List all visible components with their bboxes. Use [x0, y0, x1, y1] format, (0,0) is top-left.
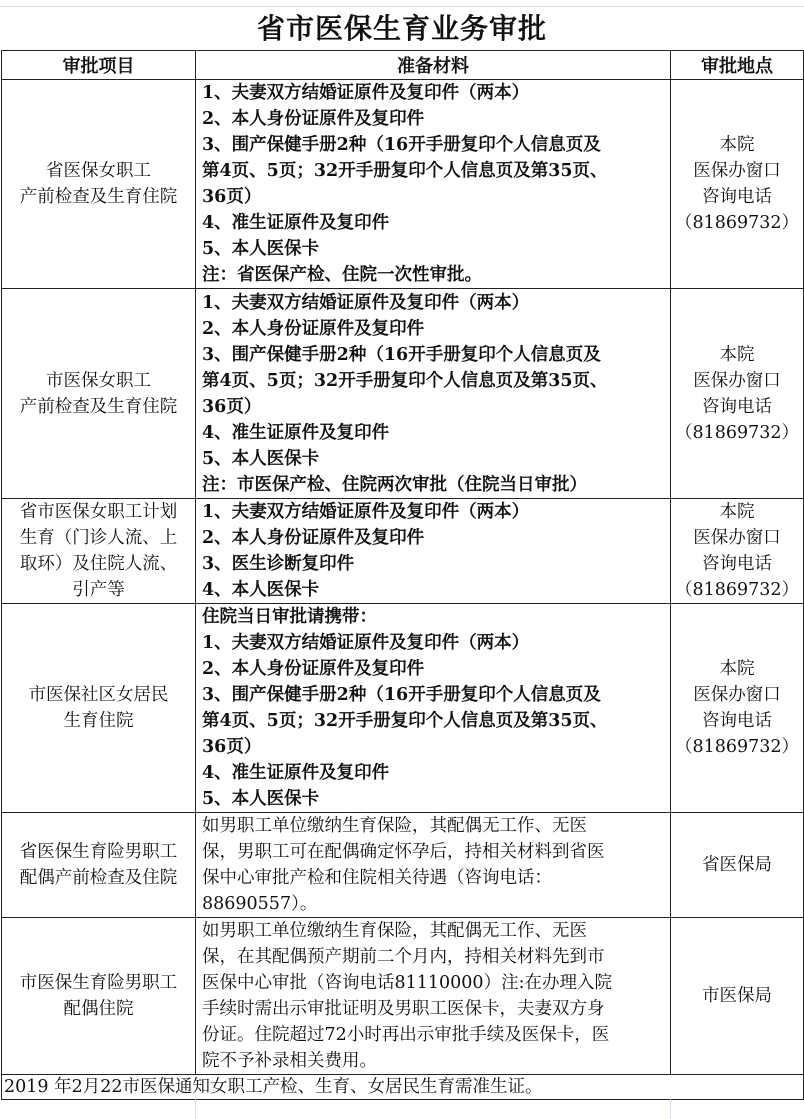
materials-line: 4、本人医保卡	[202, 580, 320, 600]
materials-line: 医保中心审批（咨询电话81110000）注:在办理入院	[202, 973, 612, 993]
materials	[196, 813, 671, 918]
materials	[196, 499, 671, 604]
table-row	[2, 604, 804, 813]
materials-line: 第4页、5页；32开手册复印个人信息页及第35页、	[202, 711, 608, 731]
materials-line: 3、围产保健手册2种（16开手册复印个人信息页及	[202, 344, 601, 365]
materials-line: 如男职工单位缴纳生育保险，其配偶无工作、无医	[202, 816, 587, 836]
table-row	[2, 918, 804, 1075]
approval-location-line: （81869732）	[674, 580, 800, 600]
materials-line: 5、本人医保卡	[202, 239, 320, 259]
approval-item-line: 市医保社区女居民	[28, 685, 169, 705]
materials-line: 院不予补录相关费用。	[202, 1051, 377, 1071]
approval-location-line: 本院	[719, 135, 755, 155]
table-row	[2, 289, 804, 499]
materials	[196, 80, 671, 289]
header-item: 审批项目	[2, 51, 196, 80]
materials	[196, 604, 671, 813]
table-row	[2, 499, 804, 604]
materials-line: 4、准生证原件及复印件	[202, 213, 390, 233]
table-header-row	[2, 51, 804, 80]
materials-line: 保，男职工可在配偶确定怀孕后，持相关材料到省医	[202, 842, 605, 862]
approval-location-line: （81869732）	[674, 737, 800, 757]
page-title: 省市医保生育业务审批	[0, 6, 804, 51]
materials-line: 36页）	[202, 187, 262, 207]
materials-line: 4、准生证原件及复印件	[202, 763, 390, 783]
approval-item-line: 市医保女职工	[46, 370, 151, 391]
approval-location	[671, 80, 804, 289]
approval-item	[2, 499, 196, 604]
materials-line: 3、医生诊断复印件	[202, 554, 355, 574]
approval-location-line: 医保办窗口	[693, 370, 781, 391]
approval-item-line: 配偶产前检查及住院	[19, 868, 178, 888]
approval-item-line: 省市医保女职工计划	[19, 502, 178, 522]
materials-line: 3、围产保健手册2种（16开手册复印个人信息页及	[202, 685, 601, 705]
materials	[196, 918, 671, 1075]
materials-line: 手续时需出示审批证明及男职工医保卡，夫妻双方身	[202, 999, 605, 1019]
materials	[196, 289, 671, 499]
approval-location-line: 市医保局	[702, 986, 772, 1006]
approval-item	[2, 289, 196, 499]
table-row	[2, 813, 804, 918]
materials-line: 4、准生证原件及复印件	[202, 422, 390, 443]
approval-item	[2, 813, 196, 918]
approval-location	[671, 499, 804, 604]
approval-location	[671, 918, 804, 1075]
materials-line: 2、本人身份证原件及复印件	[202, 109, 425, 129]
approval-location-line: （81869732）	[674, 213, 800, 233]
footer-note: 2019 年2月22市医保通知女职工产检、生育、女居民生育需准生证。	[2, 1075, 804, 1100]
approval-location-line: 本院	[719, 502, 755, 522]
materials-line: 5、本人医保卡	[202, 789, 320, 809]
approval-item-line: 生育住院	[63, 711, 134, 731]
approval-item-line: 生育（门诊人流、上	[19, 528, 178, 548]
materials-line: 第4页、5页；32开手册复印个人信息页及第35页、	[202, 161, 608, 181]
approval-item	[2, 80, 196, 289]
materials-line: 1、夫妻双方结婚证原件及复印件（两本）	[202, 292, 530, 313]
materials-line: 88690557）。	[202, 894, 318, 914]
approval-location-line: （81869732）	[674, 422, 800, 443]
approval-location-line: 省医保局	[702, 855, 772, 875]
materials-line: 如男职工单位缴纳生育保险，其配偶无工作、无医	[202, 921, 587, 941]
materials-line: 36页）	[202, 737, 262, 757]
materials-line: 3、围产保健手册2种（16开手册复印个人信息页及	[202, 135, 601, 155]
materials-line: 5、本人医保卡	[202, 448, 320, 469]
approval-location	[671, 289, 804, 499]
materials-line: 份证。住院超过72小时再出示审批手续及医保卡，医	[202, 1025, 610, 1045]
approval-item-line: 省医保女职工	[46, 161, 151, 181]
materials-line: 注：省医保产检、住院一次性审批。	[202, 265, 482, 285]
materials-line: 注：市医保产检、住院两次审批（住院当日审批）	[202, 474, 587, 495]
approval-item-line: 市医保生育险男职工	[19, 973, 178, 993]
approval-location-line: 本院	[719, 659, 755, 679]
approval-location-line: 医保办窗口	[693, 161, 781, 181]
approval-location-line: 咨询电话	[702, 396, 772, 417]
footer-row	[2, 1075, 804, 1100]
materials-line: 2、本人身份证原件及复印件	[202, 318, 425, 339]
materials-line: 2、本人身份证原件及复印件	[202, 528, 425, 548]
approval-location-line: 医保办窗口	[693, 685, 781, 705]
materials-line: 住院当日审批请携带：	[202, 607, 377, 627]
approval-table	[1, 50, 804, 1100]
materials-line: 第4页、5页；32开手册复印个人信息页及第35页、	[202, 370, 608, 391]
approval-item-line: 取环）及住院人流、	[19, 554, 178, 574]
approval-item-line: 产前检查及生育住院	[19, 396, 178, 417]
approval-item	[2, 604, 196, 813]
header-location: 审批地点	[671, 51, 804, 80]
approval-location	[671, 604, 804, 813]
materials-line: 保，在其配偶预产期前二个月内，持相关材料先到市	[202, 947, 605, 967]
approval-item	[2, 918, 196, 1075]
materials-line: 36页）	[202, 396, 262, 417]
materials-line: 1、夫妻双方结婚证原件及复印件（两本）	[202, 502, 530, 522]
approval-location-line: 医保办窗口	[693, 528, 781, 548]
approval-item-line: 引产等	[72, 580, 125, 600]
materials-line: 1、夫妻双方结婚证原件及复印件（两本）	[202, 633, 530, 653]
materials-line: 2、本人身份证原件及复印件	[202, 659, 425, 679]
approval-location-line: 本院	[719, 344, 755, 365]
header-materials: 准备材料	[196, 51, 671, 80]
approval-item-line: 配偶住院	[63, 999, 134, 1019]
materials-line: 1、夫妻双方结婚证原件及复印件（两本）	[202, 83, 530, 103]
approval-location-line: 咨询电话	[702, 711, 772, 731]
approval-location	[671, 813, 804, 918]
table-row	[2, 80, 804, 289]
approval-item-line: 产前检查及生育住院	[19, 187, 178, 207]
materials-line: 保中心审批产检和住院相关待遇（咨询电话：	[202, 868, 552, 888]
approval-location-line: 咨询电话	[702, 554, 772, 574]
approval-location-line: 咨询电话	[702, 187, 772, 207]
sheet-gridlines	[0, 1099, 804, 1119]
approval-item-line: 省医保生育险男职工	[19, 842, 178, 862]
